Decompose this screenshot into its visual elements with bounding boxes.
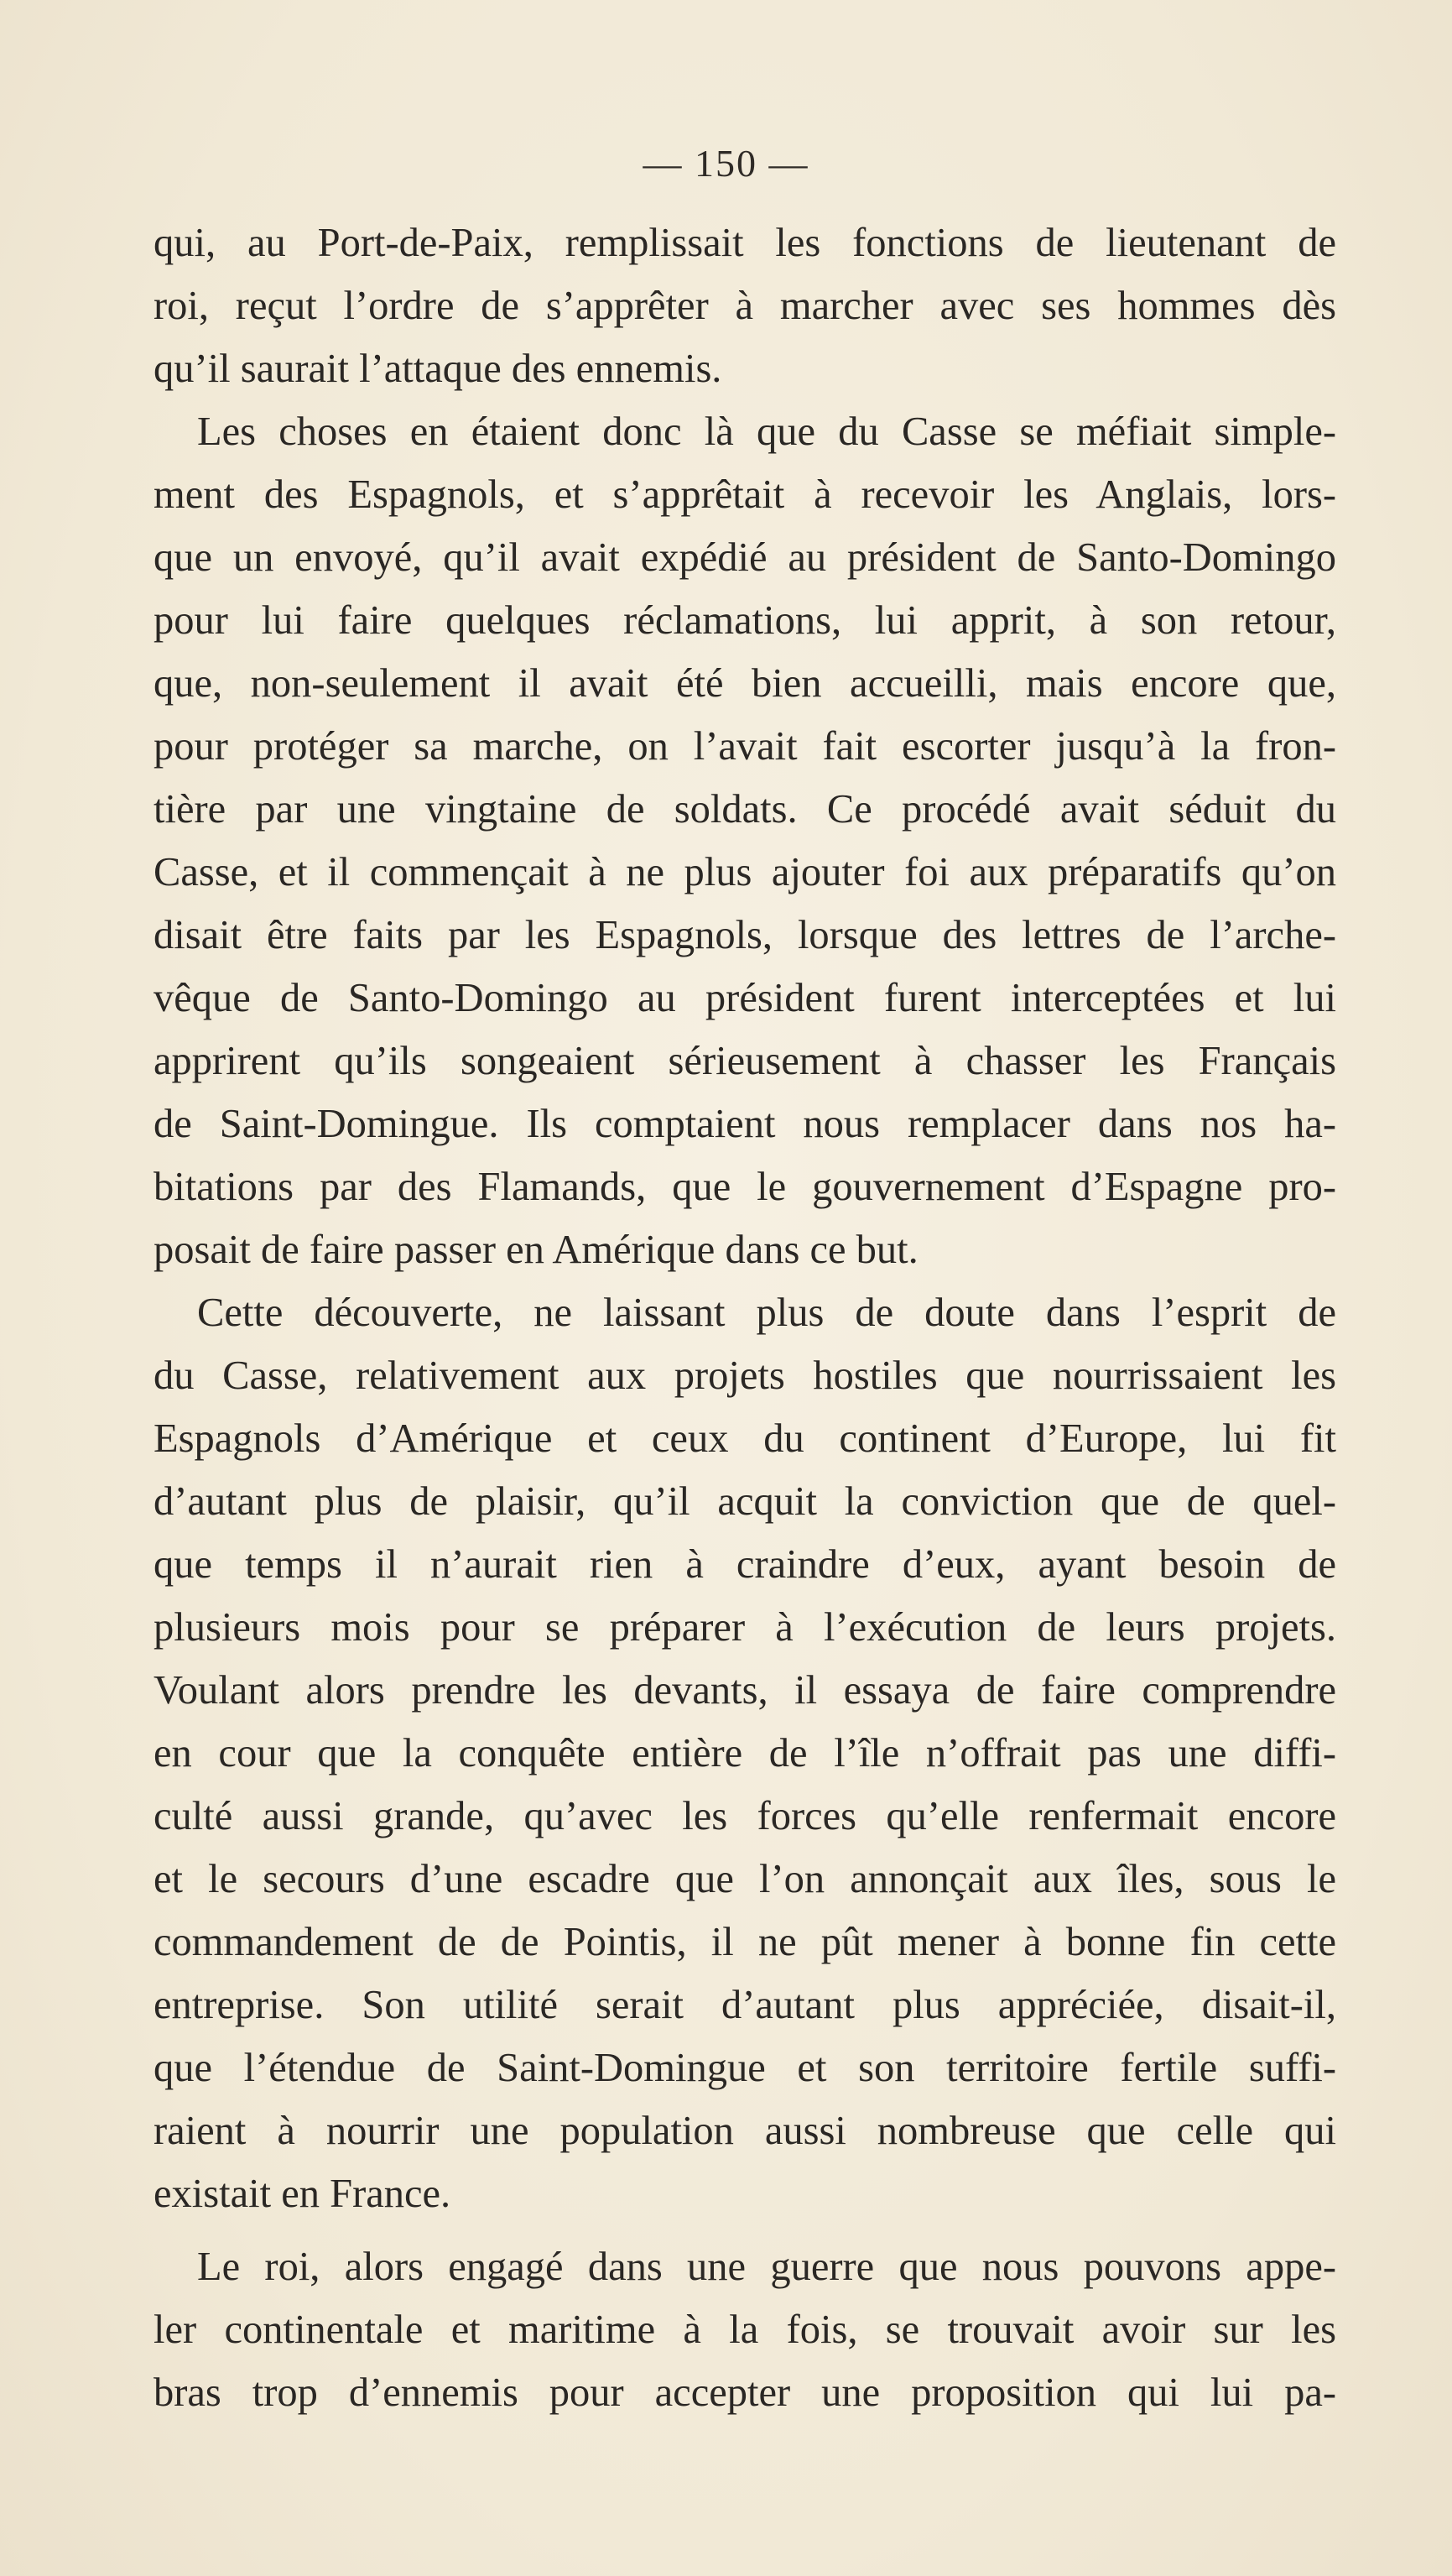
- text-line: apprirent qu’ils songeaient sérieusement à chasser les Français: [154, 1039, 1336, 1083]
- text-line: Voulant alors prendre les devants, il essaya de faire comprendre: [154, 1668, 1336, 1713]
- text-line: que un envoyé, qu’il avait expédié au président de Santo-Domingo: [154, 535, 1336, 580]
- text-line: et le secours d’une escadre que l’on annonçait aux îles, sous le: [154, 1857, 1336, 1901]
- text-line: raient à nourrir une population aussi nombreuse que celle qui: [154, 2109, 1336, 2153]
- text-line: bras trop d’ennemis pour accepter une proposition qui lui pa-: [154, 2370, 1336, 2415]
- text-line: ler continentale et maritime à la fois, se trouvait avoir sur les: [154, 2307, 1336, 2352]
- text-line: que l’étendue de Saint-Domingue et son territoire fertile suffi-: [154, 2046, 1336, 2090]
- paragraph-gap: [154, 2225, 1336, 2235]
- text-line: pour protéger sa marche, on l’avait fait escorter jusqu’à la fron-: [154, 724, 1336, 769]
- text-line: pour lui faire quelques réclamations, lui apprit, à son retour,: [154, 598, 1336, 643]
- text-line: ment des Espagnols, et s’apprêtait à recevoir les Anglais, lors-: [154, 472, 1336, 517]
- text-line: que temps il n’aurait rien à craindre d’eux, ayant besoin de: [154, 1542, 1336, 1587]
- text-line: du Casse, relativement aux projets hostiles que nourrissaient les: [154, 1353, 1336, 1398]
- text-line: existait en France.: [154, 2172, 451, 2216]
- text-line: Les choses en étaient donc là que du Casse se méfiait simple-: [197, 409, 1336, 454]
- text-line: Espagnols d’Amérique et ceux du continent d’Europe, lui fit: [154, 1416, 1336, 1461]
- text-line: vêque de Santo-Domingo au président furent interceptées et lui: [154, 976, 1336, 1020]
- text-line: tière par une vingtaine de soldats. Ce procédé avait séduit du: [154, 787, 1336, 832]
- text-line: qui, au Port-de-Paix, remplissait les fonctions de lieutenant de: [154, 221, 1336, 265]
- text-line: disait être faits par les Espagnols, lorsque des lettres de l’arche-: [154, 913, 1336, 957]
- text-line: bitations par des Flamands, que le gouvernement d’Espagne pro-: [154, 1165, 1336, 1209]
- body-text: [154, 211, 1336, 2424]
- text-line: de Saint-Domingue. Ils comptaient nous remplacer dans nos ha-: [154, 1102, 1336, 1146]
- text-line: en cour que la conquête entière de l’île n’offrait pas une diffi-: [154, 1731, 1336, 1776]
- text-line: culté aussi grande, qu’avec les forces qu’elle renfermait encore: [154, 1794, 1336, 1838]
- text-line: posait de faire passer en Amérique dans ce but.: [154, 1228, 919, 1272]
- text-line: Casse, et il commençait à ne plus ajouter foi aux préparatifs qu’on: [154, 850, 1336, 894]
- text-line: roi, reçut l’ordre de s’apprêter à marcher avec ses hommes dès: [154, 284, 1336, 328]
- page-number: — 150 —: [643, 142, 809, 185]
- text-line: entreprise. Son utilité serait d’autant plus appréciée, disait-il,: [154, 1983, 1336, 2027]
- text-line: commandement de de Pointis, il ne pût mener à bonne fin cette: [154, 1920, 1336, 1964]
- text-line: que, non-seulement il avait été bien accueilli, mais encore que,: [154, 661, 1336, 706]
- text-line: plusieurs mois pour se préparer à l’exécution de leurs projets.: [154, 1605, 1336, 1650]
- text-line: d’autant plus de plaisir, qu’il acquit la conviction que de quel-: [154, 1479, 1336, 1524]
- text-line: Cette découverte, ne laissant plus de doute dans l’esprit de: [197, 1291, 1336, 1335]
- text-line: qu’il saurait l’attaque des ennemis.: [154, 347, 722, 391]
- text-line: Le roi, alors engagé dans une guerre que nous pouvons appe-: [197, 2245, 1336, 2289]
